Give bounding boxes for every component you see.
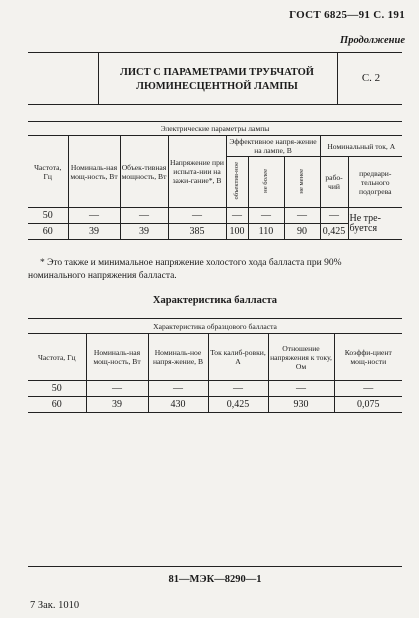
sub-not-more: не более <box>262 169 269 193</box>
sheet-title-line1: ЛИСТ С ПАРАМЕТРАМИ ТРУБЧАТОЙ <box>120 67 314 78</box>
continuation-label: Продолжение <box>340 35 405 46</box>
cell-obj-power: 39 <box>120 224 168 240</box>
cell-i-preheat <box>348 208 402 240</box>
cell-power: 39 <box>68 224 120 240</box>
ballast-table-row <box>28 381 402 397</box>
cell-v-min: — <box>284 208 320 224</box>
col-objective-power: Объек-тивная мощность, Вт <box>120 136 168 208</box>
cell-current: — <box>208 381 268 397</box>
cell-power: 39 <box>86 397 148 413</box>
col-nominal-power: Номиналь-ная мощ-ность, Вт <box>86 334 148 381</box>
cell-i-working: 0,425 <box>320 224 348 240</box>
col-voltage-current-ratio: Отношение напряжения к току, Ом <box>268 334 334 381</box>
sheet-title-line2: ЛЮМИНЕСЦЕНТНОЙ ЛАМПЫ <box>136 81 298 92</box>
ballast-table-row <box>28 397 402 413</box>
cell-power: — <box>86 381 148 397</box>
cell-voltage: — <box>148 381 208 397</box>
sub-working: рабо-чий <box>320 157 348 208</box>
cell-power: — <box>68 208 120 224</box>
cell-voltage: 430 <box>148 397 208 413</box>
sheet-number: С. 2 <box>361 72 381 84</box>
lamp-parameters-table <box>28 121 402 240</box>
sub-preheat: предвари-тельного подогрева <box>348 157 402 208</box>
col-test-voltage: Напряжение при испыта-нии на зажи-гание*, В <box>168 136 226 208</box>
cell-v-min: 90 <box>284 224 320 240</box>
preheat-line2: буется <box>349 222 378 234</box>
cell-ratio: — <box>268 381 334 397</box>
lamp-table-caption: Электрические параметры лампы <box>28 122 402 136</box>
document-code: 81—МЭК—8290—1 <box>168 574 262 585</box>
col-frequency: Частота, Гц <box>28 136 68 208</box>
cell-test-voltage: 385 <box>168 224 226 240</box>
col-nominal-voltage: Номиналь-ное напря-жение, В <box>148 334 208 381</box>
sub-objective: объектив-ное <box>233 162 240 200</box>
cell-v-max: — <box>248 208 284 224</box>
cell-v-objective: — <box>226 208 248 224</box>
cell-v-max: 110 <box>248 224 284 240</box>
sub-not-more-cell <box>248 157 284 208</box>
ballast-table-caption: Характеристика образцового балласта <box>28 319 402 334</box>
print-order-number: 7 Зак. 1010 <box>30 600 80 611</box>
col-frequency: Частота, Гц <box>28 334 86 381</box>
standard-reference: ГОСТ 6825—91 С. 191 <box>289 9 405 21</box>
footnote: * Это также и минимальное напряжение холостого хода балласта при 90% номинального напряжения балласта. <box>28 258 342 281</box>
group-effective-voltage: Эффективное напря-жение на лампе, В <box>226 136 320 157</box>
cell-v-objective: 100 <box>226 224 248 240</box>
preheat-line1: Не тре- <box>349 212 381 224</box>
cell-pf: — <box>334 381 402 397</box>
cell-freq: 50 <box>28 381 86 397</box>
cell-freq: 60 <box>28 397 86 413</box>
col-power-factor: Коэффи-циент мощ-ности <box>334 334 402 381</box>
col-calibration-current: Ток калиб-ровки, А <box>208 334 268 381</box>
sub-not-less: не менее <box>298 168 305 194</box>
cell-ratio: 930 <box>268 397 334 413</box>
footer-rule <box>28 566 402 567</box>
cell-i-working: — <box>320 208 348 224</box>
title-box-bottom-rule <box>28 104 402 105</box>
sheet-title <box>98 66 336 94</box>
cell-pf: 0,075 <box>334 397 402 413</box>
cell-freq: 60 <box>28 224 68 240</box>
sub-objective-cell <box>226 157 248 208</box>
sub-not-less-cell <box>284 157 320 208</box>
col-nominal-power: Номиналь-ная мощ-ность, Вт <box>68 136 120 208</box>
lamp-table-row <box>28 224 402 240</box>
ballast-section-title: Характеристика балласта <box>152 295 278 306</box>
cell-freq: 50 <box>28 208 68 224</box>
cell-test-voltage: — <box>168 208 226 224</box>
lamp-table-row <box>28 208 402 224</box>
title-box-top-rule <box>28 52 402 53</box>
cell-obj-power: — <box>120 208 168 224</box>
group-nominal-current: Номинальный ток, А <box>320 136 402 157</box>
cell-current: 0,425 <box>208 397 268 413</box>
ballast-table <box>28 318 402 413</box>
title-box-divider-right <box>337 52 338 104</box>
